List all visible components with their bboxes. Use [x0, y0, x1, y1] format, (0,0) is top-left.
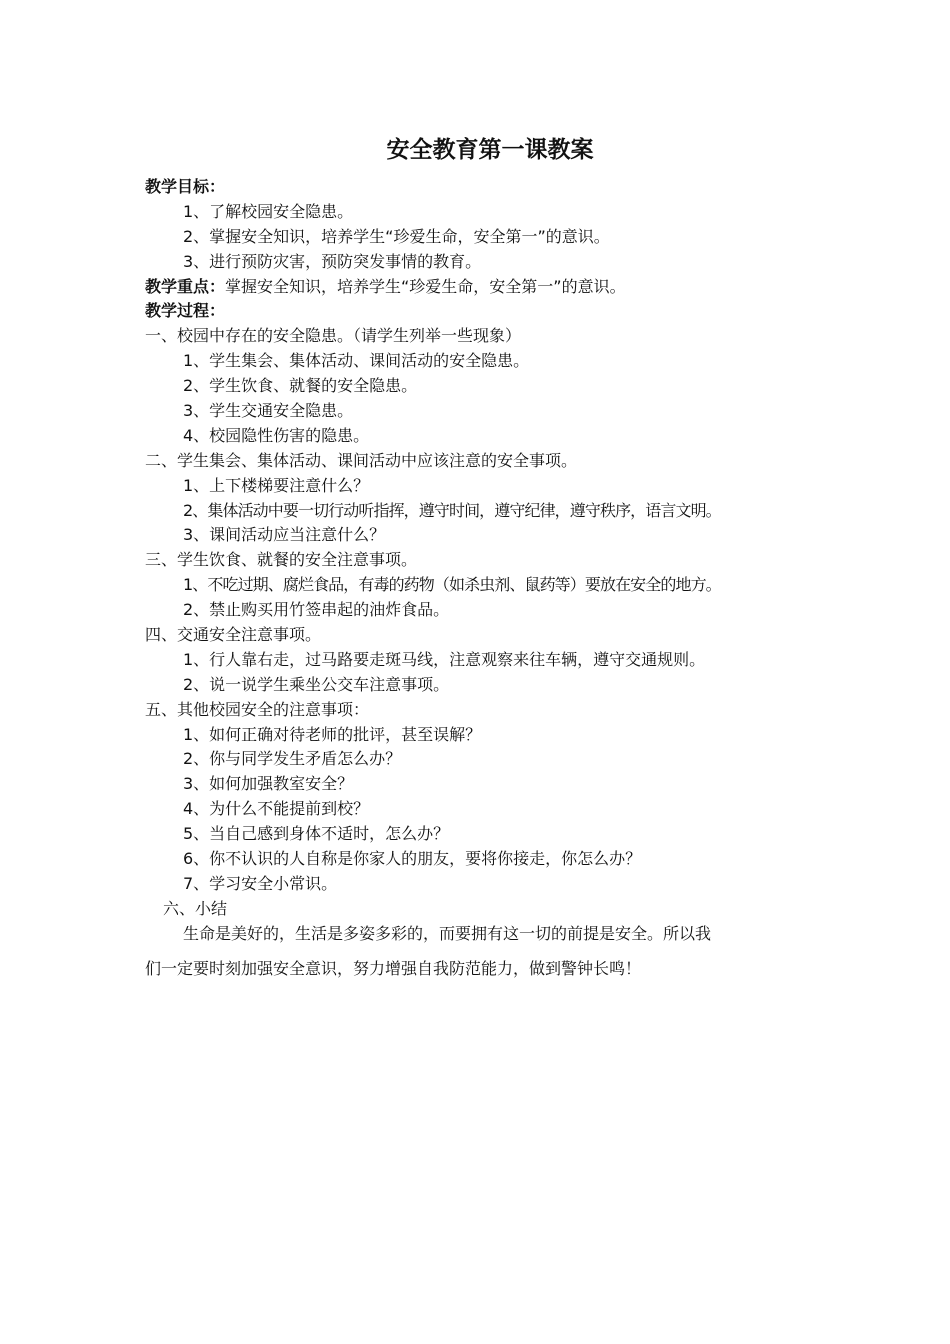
goal-item: 2、掌握安全知识，培养学生“珍爱生命，安全第一”的意识。: [183, 226, 610, 246]
focus-text: 掌握安全知识，培养学生“珍爱生命，安全第一”的意识。: [225, 276, 626, 296]
section-heading: 三、学生饮食、就餐的安全注意事项。: [145, 550, 418, 570]
section-heading: 五、其他校园安全的注意事项：: [145, 699, 370, 719]
section-item: 5、当自己感到身体不适时，怎么办？: [183, 824, 450, 844]
goal-item: 1、了解校园安全隐患。: [183, 201, 354, 221]
focus-label: 教学重点：: [145, 276, 226, 296]
section-item: 7、学习安全小常识。: [183, 873, 338, 893]
summary-paragraph-line: 生命是美好的，生活是多姿多彩的，而要拥有这一切的前提是安全。所以我: [183, 923, 712, 943]
document-body: [145, 175, 835, 982]
section-item: 2、你与同学发生矛盾怎么办？: [183, 749, 402, 769]
section-item: 4、校园隐性伤害的隐患。: [183, 425, 370, 445]
section-item: 3、学生交通安全隐患。: [183, 401, 354, 421]
focus-line: [145, 275, 835, 300]
process-label: 教学过程：: [145, 301, 226, 321]
summary-paragraph-line: 们一定要时刻加强安全意识，努力增强自我防范能力，做到警钟长鸣！: [145, 958, 642, 978]
section-heading: 一、校园中存在的安全隐患。（请学生列举一些现象）: [145, 326, 522, 346]
section-item: 2、禁止购买用竹签串起的油炸食品。: [183, 600, 450, 620]
section-item: 4、为什么不能提前到校？: [183, 799, 370, 819]
section-item: 2、说一说学生乘坐公交车注意事项。: [183, 674, 450, 694]
page-title: 安全教育第一课教案: [386, 137, 594, 163]
section-item: 3、课间活动应当注意什么？: [183, 525, 386, 545]
section-item: 1、行人靠右走，过马路要走斑马线，注意观察来往车辆，遵守交通规则。: [183, 649, 706, 669]
section-item: 1、不吃过期、腐烂食品，有毒的药物（如杀虫剂、鼠药等）要放在安全的地方。: [183, 575, 721, 595]
section-item: 1、上下楼梯要注意什么？: [183, 475, 370, 495]
section-item: 2、集体活动中要一切行动听指挥，遵守时间，遵守纪律，遵守秩序，语言文明。: [183, 500, 721, 520]
section-item: 1、学生集会、集体活动、课间活动的安全隐患。: [183, 351, 530, 371]
section-heading: 二、学生集会、集体活动、课间活动中应该注意的安全事项。: [145, 450, 578, 470]
section-item: 6、你不认识的人自称是你家人的朋友，要将你接走，你怎么办？: [183, 849, 642, 869]
section-heading: 四、交通安全注意事项。: [145, 625, 322, 645]
summary-heading: 六、小结: [163, 898, 228, 918]
section-item: 3、如何加强教室安全？: [183, 774, 354, 794]
section-item: 1、如何正确对待老师的批评，甚至误解？: [183, 724, 482, 744]
goals-label: 教学目标：: [145, 177, 226, 196]
section-item: 2、学生饮食、就餐的安全隐患。: [183, 376, 418, 396]
goal-item: 3、进行预防灾害，预防突发事情的教育。: [183, 251, 482, 271]
